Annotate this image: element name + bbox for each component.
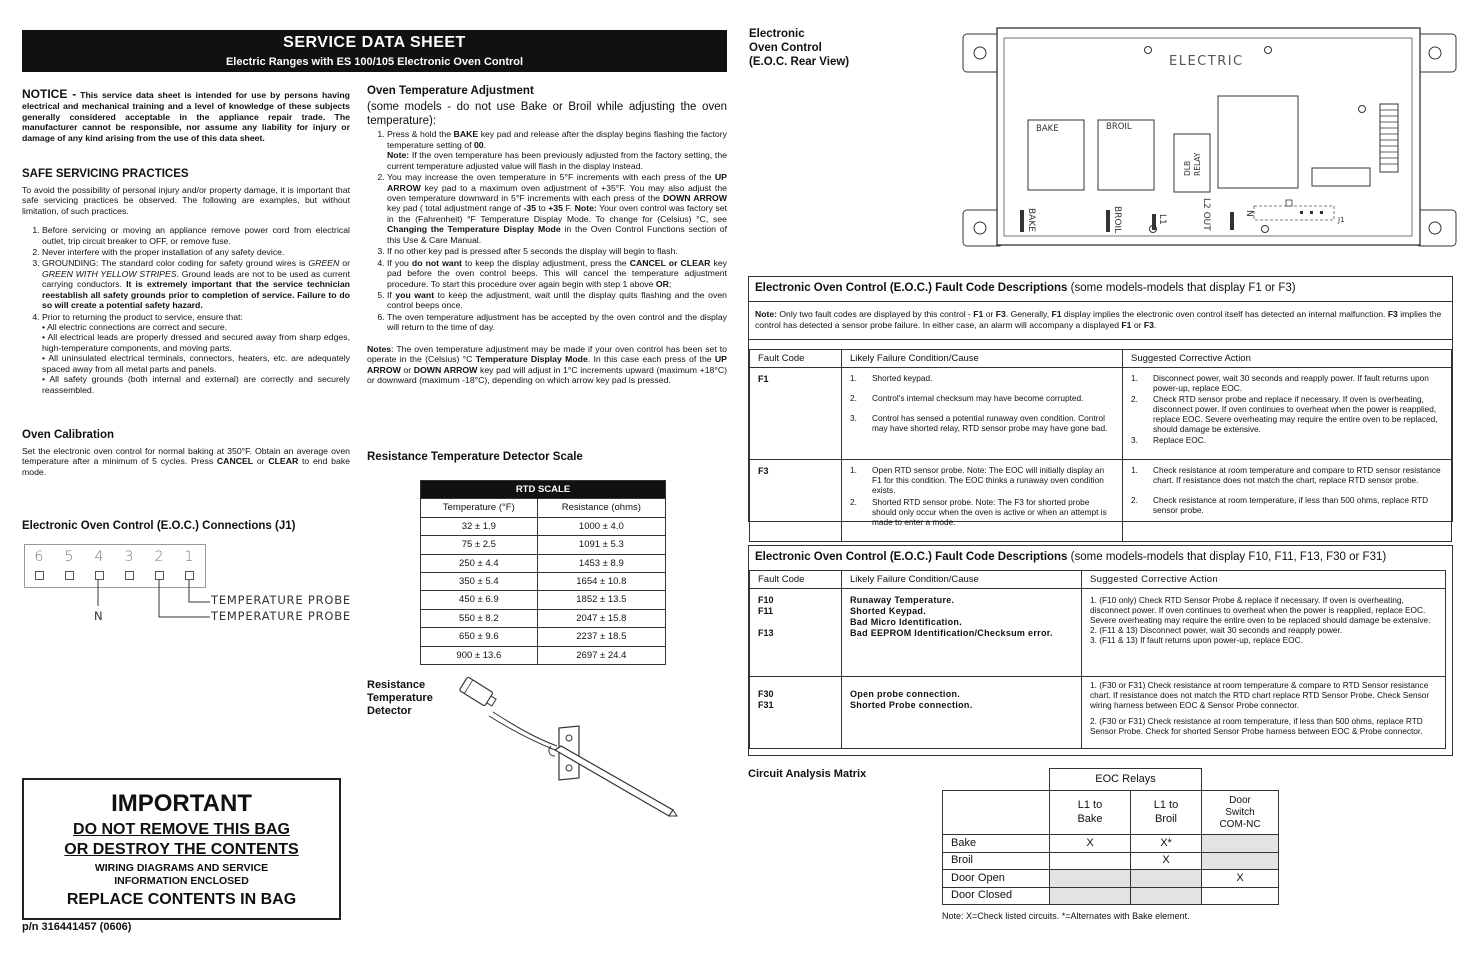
- safe-servicing-list: [22, 225, 350, 395]
- fault-causes: [842, 677, 1082, 749]
- table-row: [943, 870, 1279, 888]
- table-cell: [1202, 852, 1279, 870]
- table-cell: 1453 ± 8.9: [537, 554, 665, 572]
- fault-code-spacer: [758, 617, 833, 628]
- list-item: [42, 312, 350, 396]
- broil-terminal-label: BROIL: [1112, 206, 1122, 234]
- notes-text: key pad will adjust in 1°C increments upward (maximum +18°C) or downward (maximum -18°C), depending on which arrow key pad is pressed.: [367, 364, 727, 386]
- important-notice-box: [22, 778, 341, 920]
- step-text: key pad and release after the display begins flashing the factory temperature setting of: [387, 129, 727, 150]
- or-text: or: [403, 364, 412, 375]
- list-item: 3. If no other key pad is pressed after 5 seconds the display will begin to flash.: [387, 246, 727, 256]
- column-header: [1202, 791, 1279, 835]
- cause-text: Open probe connection.: [850, 689, 961, 700]
- detector-label: [367, 679, 433, 719]
- cancel-key-text: CANCEL: [216, 456, 254, 467]
- fault-table-title: [749, 546, 1452, 570]
- up-arrow-text: UP ARROW: [367, 354, 727, 375]
- bullet-item: • All safety grounds (both internal and external) are correctly and securely reassembled.: [42, 374, 350, 395]
- note-label: Note:: [387, 150, 410, 161]
- table-cell: X: [1050, 835, 1131, 853]
- fault-causes: [842, 589, 1082, 677]
- action-text: 1. (F10 only) Check RTD Sensor Probe & replace if necessary. If oven is overheating, disconnect power. If oven continues to overheat when the power is reapplied, replace EOC. Severe overheating may require the entire oven to be replaced should damage be extensive.: [1090, 595, 1431, 626]
- action-text: Check resistance at room temperature, if less than 500 ohms, replace RTD sensor probe.: [1153, 494, 1429, 515]
- list-item: 4. If you do not want to keep the display adjustment, press the CANCEL or CLEAR key pad before the oven control beeps. This will cancel the temperature adjustment procedure. To start this procedure over again begin with step 1 above OR;: [387, 258, 727, 289]
- prior-return-text: Prior to returning the product to service, ensure that:: [42, 311, 243, 322]
- pin-socket: [185, 571, 194, 580]
- fault-code: F10: [758, 595, 774, 606]
- note-text: .: [1153, 320, 1157, 331]
- adjustment-steps: [367, 129, 727, 332]
- l2-out-terminal-label: L2 OUT: [1201, 198, 1211, 231]
- fault-title-text: Electronic Oven Control (E.O.C.) Fault Code Descriptions: [755, 551, 1068, 563]
- fault-causes: 1. Shorted keypad. 2. Control's internal checksum may have become corrupted. 3. Control has sensed a potential runaway oven condition. Control may have shorted relay, RTD sensor probe may have gone bad.: [842, 368, 1123, 460]
- fault-table-note: [749, 302, 1452, 340]
- bake-terminal-label: BAKE: [1026, 208, 1036, 232]
- col-l1-bake: L1 to Bake: [1077, 799, 1103, 825]
- broil-relay-label: BROIL: [1106, 122, 1132, 132]
- code-f3-text: F3: [1143, 320, 1154, 331]
- action-text: Check RTD sensor probe and replace if necessary. If oven is overheating, disconnect power. If oven continues to overheat when the power is reapplied, replace EOC. Severe overheating may require the entire oven to be replaced, should damage be extensive.: [1153, 394, 1438, 435]
- cause-text: Shorted RTD sensor probe. Note: The F3 for shorted probe should only occur when the oven is active or when an attempt is made to enter a mode.: [872, 496, 1107, 527]
- code-f1-text: F1: [1121, 320, 1132, 331]
- col-door-switch: Door Switch COM-NC: [1219, 794, 1261, 830]
- temp-adjustment-section: [367, 85, 727, 385]
- cause-text: Control's internal checksum may have become corrupted.: [872, 393, 1084, 404]
- cause-text: Open RTD sensor probe. Note: The EOC will initially display an F1 for this condition. The EOC thinks a runaway oven condition exists.: [872, 465, 1105, 495]
- detector-label-line: Temperature: [367, 692, 433, 705]
- detector-label-line: Detector: [367, 705, 412, 718]
- rtd-scale-table: [420, 480, 666, 665]
- pin-label: 5: [64, 549, 74, 565]
- cause-text: Bad EEPROM Identification/Checksum error.: [850, 627, 1053, 638]
- step-text: Press & hold the: [387, 129, 452, 140]
- list-item: [42, 258, 350, 310]
- bullet-item: • All electrical leads are properly dressed and secured away from sharp edges, high-temperature components, and moving parts.: [42, 332, 350, 353]
- important-line: REPLACE CONTENTS IN BAG: [66, 891, 297, 909]
- calibration-text: Set the electronic oven control for normal baking at 350°F. Obtain an average oven temperature after a minimum of 5 cycles. Press: [22, 445, 350, 467]
- table-cell: [1050, 852, 1131, 870]
- action-text: 2. (F11 & 13) Disconnect power, wait 30 seconds and reapply power.: [1090, 625, 1343, 636]
- column-header: Likely Failure Condition/Cause: [842, 349, 1123, 367]
- note-label: Note:: [574, 203, 597, 214]
- table-cell: [1131, 870, 1202, 888]
- important-line: OR DESTROY THE CONTENTS: [64, 840, 299, 858]
- pin-socket: [35, 571, 44, 580]
- step-text: If you: [387, 257, 409, 268]
- fault-table: [749, 349, 1452, 542]
- table-row: [943, 835, 1279, 853]
- eoc-title-line: Electronic: [749, 28, 805, 40]
- pin-label: 1: [184, 549, 194, 565]
- important-line: DO NOT REMOVE THIS BAG: [73, 820, 290, 838]
- rtd-probe-illustration: [455, 676, 680, 821]
- oven-calibration-title: Oven Calibration: [22, 429, 115, 441]
- action-text: 1. (F30 or F31) Check resistance at room temperature & compare to RTD Sensor resistance chart. If resistance does not match the RTD chart replace RTD Sensor Probe. Check Sensor wiring harness between EOC & Sensor Probe connector.: [1090, 680, 1430, 711]
- circuit-analysis-matrix: [942, 768, 1279, 905]
- sheet-header: [22, 30, 727, 72]
- pin-socket: [65, 571, 74, 580]
- matrix-corner: [943, 769, 1050, 791]
- fault-table-f10-f31: [748, 545, 1453, 756]
- table-row: [750, 460, 1452, 542]
- rtd-section-title: Resistance Temperature Detector Scale: [367, 451, 583, 463]
- table-cell: [1202, 835, 1279, 853]
- column-header: Fault Code: [750, 349, 842, 367]
- notes-text: . In this case each press of the: [587, 354, 712, 365]
- action-text: Check resistance at room temperature and compare to RTD sensor resistance chart. If resistance does not match the chart, replace RTD sensor probe.: [1153, 465, 1441, 485]
- row-label: Door Open: [943, 870, 1050, 888]
- dlb-relay-label: RELAY: [1193, 152, 1202, 176]
- pin-label: 3: [124, 549, 134, 565]
- notes-label: Notes: [367, 343, 392, 354]
- important-line: WIRING DIAGRAMS AND SERVICE: [94, 862, 269, 875]
- table-row: [943, 852, 1279, 870]
- fault-table-f1-f3: [748, 276, 1453, 527]
- note-label: Note:: [755, 308, 777, 319]
- step-text: to keep the display adjustment, press the: [464, 257, 627, 268]
- col-l1-broil: L1 to Broil: [1153, 799, 1179, 825]
- action-text: 2. (F30 or F31) Check resistance at room temperature, if less than 500 ohms, replace RTD Sensor Probe. Check for shorted Sensor Probe harness between EOC & Probe connector.: [1090, 716, 1423, 736]
- pin-socket: [95, 571, 104, 580]
- ground-warning-text: It is extremely important that the service technician reestablish all safety grounds prior to completion of service. Failure to do so will create a potential safety hazard.: [42, 279, 350, 311]
- j1-wiring-lines: [22, 580, 222, 620]
- step-text: to keep the adjustment, wait until the display quits flashing and the oven control beeps once.: [387, 289, 727, 311]
- table-cell: 350 ± 5.4: [421, 572, 538, 590]
- or-text: or: [342, 258, 350, 269]
- step-text: in the Oven Control Functions section of this Use & Care Manual.: [387, 224, 727, 245]
- fault-actions: 1. Check resistance at room temperature and compare to RTD sensor resistance chart. If resistance does not match the chart, replace RTD sensor probe. 2. Check resistance at room temperature, if less than 500 ohms, replace RTD sensor probe.: [1123, 460, 1452, 542]
- note-text: display implies the electronic oven control itself has detected an internal malfunction.: [1063, 308, 1386, 319]
- unit-text: F.: [565, 203, 573, 214]
- table-row: [750, 368, 1452, 460]
- table-cell: 550 ± 8.2: [421, 609, 538, 627]
- step-text: key pad before the oven control beeps. This will cancel the temperature adjustment procedure. To start this procedure over again begin with step 1 above: [387, 257, 727, 289]
- calibration-end-text: to end bake mode.: [22, 456, 351, 477]
- part-number: p/n 316441457 (0606): [22, 921, 132, 933]
- table-cell: X: [1202, 870, 1279, 888]
- table-cell: [1131, 887, 1202, 905]
- safe-servicing-title: SAFE SERVICING PRACTICES: [22, 168, 189, 180]
- down-arrow-text: DOWN ARROW: [663, 193, 727, 204]
- pin-socket: [155, 571, 164, 580]
- table-row: [750, 677, 1446, 749]
- pin-label: 2: [154, 549, 164, 565]
- fault-code: F13: [758, 627, 774, 638]
- table-row: [421, 536, 666, 554]
- step-text: key pad to a maximum oven adjustment of +35°F. You may also adjust the oven temperature downward in 5°F increments with each press of the: [387, 182, 727, 204]
- oven-calibration-text: [22, 446, 350, 477]
- fault-table-title: [749, 277, 1452, 302]
- note-text: Only two fault codes are displayed by this control -: [779, 308, 971, 319]
- cancel-clear-text: CANCEL or CLEAR: [629, 257, 711, 268]
- row-label: Broil: [943, 852, 1050, 870]
- code-f1-text: F1: [973, 308, 984, 319]
- list-item: 2. Never interfere with the proper installation of any safety device.: [42, 247, 350, 257]
- table-cell: 2047 ± 15.8: [537, 609, 665, 627]
- column-header: Suggested Corrective Action: [1123, 349, 1452, 367]
- rtd-column-header: Temperature (°F): [421, 499, 538, 517]
- table-cell: 75 ± 2.5: [421, 536, 538, 554]
- table-cell: [1202, 887, 1279, 905]
- table-row: [421, 591, 666, 609]
- table-row: [421, 572, 666, 590]
- cause-text: Bad Micro Identification.: [850, 616, 963, 627]
- fault-title-text: Electronic Oven Control (E.O.C.) Fault Code Descriptions: [755, 282, 1068, 294]
- fault-code: F30: [758, 689, 774, 700]
- eoc-rear-view-title: [749, 28, 849, 69]
- row-label: Bake: [943, 835, 1050, 853]
- eoc-title-line: Oven Control: [749, 41, 822, 54]
- green-yellow-text: GREEN WITH YELLOW STRIPES: [42, 268, 177, 279]
- matrix-corner: [1202, 769, 1279, 791]
- fault-table: [749, 570, 1446, 749]
- fault-code: F31: [758, 699, 774, 710]
- code-f3-text: F3: [995, 308, 1006, 319]
- table-cell: X: [1131, 852, 1202, 870]
- list-item: [387, 172, 727, 245]
- clear-key-text: CLEAR: [268, 456, 299, 467]
- safe-servicing-intro: To avoid the possibility of personal injury and/or property damage, it is important that safe servicing practices be observed. The following are examples, but without limitation, of such practices.: [22, 184, 350, 216]
- cause-text: Shorted keypad.: [872, 373, 933, 384]
- note-text: . Generally,: [1005, 308, 1050, 319]
- or-text: or: [1133, 320, 1142, 331]
- fault-actions: 1. Disconnect power, wait 30 seconds and reapply power. If fault returns upon power-up, replace EOC. 2. Check RTD sensor probe and replace if necessary. If oven is overheating, disconnect power. If oven continues to overheat when the power is reapplied, replace EOC. Severe overheating may require the entire oven to be replaced, should damage be extensive. 3. Replace EOC.: [1123, 368, 1452, 460]
- fault-code: F1: [750, 368, 842, 460]
- table-cell: 1654 ± 10.8: [537, 572, 665, 590]
- j1-terminal-label: J1: [1338, 216, 1345, 224]
- temp-adjustment-title: Oven Temperature Adjustment: [367, 85, 534, 97]
- table-row: [421, 517, 666, 535]
- or-text: or: [985, 308, 994, 319]
- sheet-subtitle: Electric Ranges with ES 100/105 Electronic Oven Control: [225, 56, 524, 69]
- fault-title-suffix: (some models-models that display F1 or F3): [1070, 282, 1296, 294]
- n-terminal-label: N: [1244, 210, 1254, 217]
- l1-terminal-label: L1: [1157, 214, 1167, 225]
- code-f1-text: F1: [1051, 308, 1062, 319]
- table-cell: X*: [1131, 835, 1202, 853]
- grounding-text: GROUNDING: The standard color coding for safety ground wires is: [42, 258, 306, 269]
- list-item: 1. Before servicing or moving an appliance remove power cord from electrical outlet, trip circuit breaker to OFF, or remove fuse.: [42, 225, 350, 246]
- action-text: 3. (F11 & 13) If fault returns upon power-up, replace EOC.: [1090, 635, 1303, 645]
- display-mode-text: Temperature Display Mode: [475, 354, 588, 365]
- list-item: 1. Press & hold the BAKE key pad and release after the display begins flashing the factory temperature setting of 00. Note: If the oven temperature has been previously adjusted from the factory setting, the current temperature adjusted value will flash in the display instead.: [387, 129, 727, 171]
- table-row: [421, 609, 666, 627]
- step-text: You may increase the oven temperature in 5°F increments with each press of the: [387, 172, 712, 183]
- code-f3-text: F3: [1387, 308, 1398, 319]
- column-header: [1131, 791, 1202, 835]
- notice-paragraph: [22, 87, 350, 143]
- table-row: [421, 554, 666, 572]
- step-text: If: [387, 289, 392, 300]
- or-text: or: [256, 456, 265, 467]
- fault-actions: [1082, 589, 1446, 677]
- step-text: Your oven control was factory set in the (Fahrenheit) °F Temperature Display Mode. To change for (Celsius) °C, see: [387, 203, 727, 224]
- notes-text: : The oven temperature adjustment may be made if your oven control has been set to operate in the (Celsius) °C: [367, 343, 727, 365]
- sheet-title: SERVICE DATA SHEET: [283, 34, 466, 51]
- bake-relay-label: BAKE: [1036, 124, 1059, 134]
- fault-codes: [750, 589, 842, 677]
- table-cell: [1050, 870, 1131, 888]
- ground-leads-text: . Ground leads are not to be used as current carrying conductors.: [42, 268, 350, 290]
- notice-label: NOTICE -: [22, 87, 77, 101]
- cause-text: Runaway Temperature.: [850, 595, 955, 606]
- table-row: [943, 887, 1279, 905]
- fault-code: F11: [758, 605, 774, 616]
- action-text: Replace EOC.: [1153, 435, 1207, 446]
- cause-text: Control has sensed a potential runaway oven condition. Control may have shorted relay, RTD sensor probe may have gone bad.: [872, 413, 1108, 434]
- probe-label-1: TEMPERATURE PROBE: [211, 593, 351, 607]
- cause-text: Shorted Probe connection.: [850, 699, 973, 710]
- fault-title-suffix: (some models-models that display F10, F11, F13, F30 or F31): [1070, 551, 1387, 563]
- up-arrow-text: UP ARROW: [387, 172, 727, 193]
- to-text: to: [538, 203, 546, 214]
- eoc-relays-header: EOC Relays: [1050, 769, 1202, 791]
- bullet-item: • All electric connections are correct and secure.: [42, 322, 228, 333]
- fault-causes: 1. Open RTD sensor probe. Note: The EOC will initially display an F1 for this condition. The EOC thinks a runaway oven condition exists. 2. Shorted RTD sensor probe. Note: The F3 for shorted probe should only occur when the oven is active or when an attempt is made to enter a mode.: [842, 460, 1123, 542]
- range-max-text: +35: [548, 203, 563, 214]
- table-cell: 2697 ± 24.4: [537, 646, 665, 664]
- green-text: GREEN: [308, 258, 340, 269]
- row-label: Door Closed: [943, 887, 1050, 905]
- down-arrow-text: DOWN ARROW: [413, 364, 478, 375]
- important-title: IMPORTANT: [111, 790, 252, 817]
- range-min-text: -35: [523, 203, 537, 214]
- fault-actions: [1082, 677, 1446, 749]
- do-not-want-text: do not want: [411, 257, 462, 268]
- table-cell: 650 ± 9.6: [421, 628, 538, 646]
- table-row: [750, 589, 1446, 677]
- circuit-matrix-title: Circuit Analysis Matrix: [748, 768, 867, 780]
- cause-text: Shorted Keypad.: [850, 605, 927, 616]
- fault-code: F3: [750, 460, 842, 542]
- eoc-rear-view-diagram: [960, 26, 1460, 251]
- fault-codes: [750, 677, 842, 749]
- or-text: OR: [655, 278, 669, 289]
- column-header: Suggested Corrective Action: [1082, 570, 1446, 588]
- important-line: INFORMATION ENCLOSED: [114, 874, 249, 887]
- dlb-relay-label: DLB: [1183, 160, 1192, 176]
- table-cell: 450 ± 6.9: [421, 591, 538, 609]
- column-header: [1050, 791, 1131, 835]
- pin-socket: [125, 571, 134, 580]
- pin-label: 4: [94, 549, 104, 565]
- detector-label-line: Resistance: [367, 679, 426, 691]
- probe-label-2: TEMPERATURE PROBE: [211, 609, 351, 623]
- list-item: [387, 290, 727, 311]
- table-cell: 1091 ± 5.3: [537, 536, 665, 554]
- display-mode-text: Changing the Temperature Display Mode: [387, 224, 561, 235]
- bullet-item: • All uninsulated electrical terminals, connectors, heaters, etc. are adequately spaced away from all metal parts and panels.: [42, 353, 350, 374]
- list-item: 6. The oven temperature adjustment has be accepted by the oven control and the display will return to the time of day.: [387, 312, 727, 333]
- table-cell: 32 ± 1.9: [421, 517, 538, 535]
- table-cell: 1000 ± 4.0: [537, 517, 665, 535]
- note-text: implies the control has detected a sensor probe failure. In either case, an alarm will accompany a displayed: [755, 308, 1442, 331]
- step-text: key pad ( total adjustment range of: [387, 203, 522, 214]
- table-cell: 2237 ± 18.5: [537, 628, 665, 646]
- connections-title: Electronic Oven Control (E.O.C.) Connections (J1): [22, 520, 296, 532]
- oven-calibration-section: [22, 429, 350, 477]
- neutral-label: N: [94, 609, 104, 623]
- zero-text: 00: [473, 139, 484, 150]
- action-text: Disconnect power, wait 30 seconds and reapply power. If fault returns upon power-up, replace EOC.: [1153, 373, 1429, 394]
- eoc-title-line: (E.O.C. Rear View): [749, 55, 850, 68]
- bake-key-text: BAKE: [453, 129, 479, 140]
- notice-text: This service data sheet is intended for use by persons having electrical and mechanical training and a level of knowledge of these subjects generally considered acceptable in the appliance repair trade. The manufacturer cannot be responsible, nor assume any liability for injury or damage of any kind arising from the use of this data sheet.: [22, 90, 350, 143]
- adjustment-notes: [367, 344, 727, 386]
- rtd-table-caption: RTD SCALE: [421, 481, 666, 499]
- step-text: If the oven temperature has been previously adjusted from the factory setting, the current temperature adjusted value will flash in the display instead.: [387, 150, 727, 171]
- table-cell: [1050, 887, 1131, 905]
- rtd-column-header: Resistance (ohms): [537, 499, 665, 517]
- table-cell: 250 ± 4.4: [421, 554, 538, 572]
- table-cell: 1852 ± 13.5: [537, 591, 665, 609]
- column-header: Likely Failure Condition/Cause: [842, 570, 1082, 588]
- table-row: [421, 628, 666, 646]
- circuit-matrix-note: Note: X=Check listed circuits. *=Alternates with Bake element.: [942, 911, 1190, 921]
- table-cell: 900 ± 13.6: [421, 646, 538, 664]
- temp-adjustment-lead: (some models - do not use Bake or Broil while adjusting the oven temperature):: [367, 100, 727, 127]
- table-row: [421, 646, 666, 664]
- matrix-corner: [943, 791, 1050, 835]
- you-want-text: you want: [395, 289, 435, 300]
- eoc-brand-label: ELECTRIC: [1169, 54, 1244, 69]
- pin-label: 6: [34, 549, 44, 565]
- column-header: Fault Code: [750, 570, 842, 588]
- safe-servicing-section: [22, 168, 350, 396]
